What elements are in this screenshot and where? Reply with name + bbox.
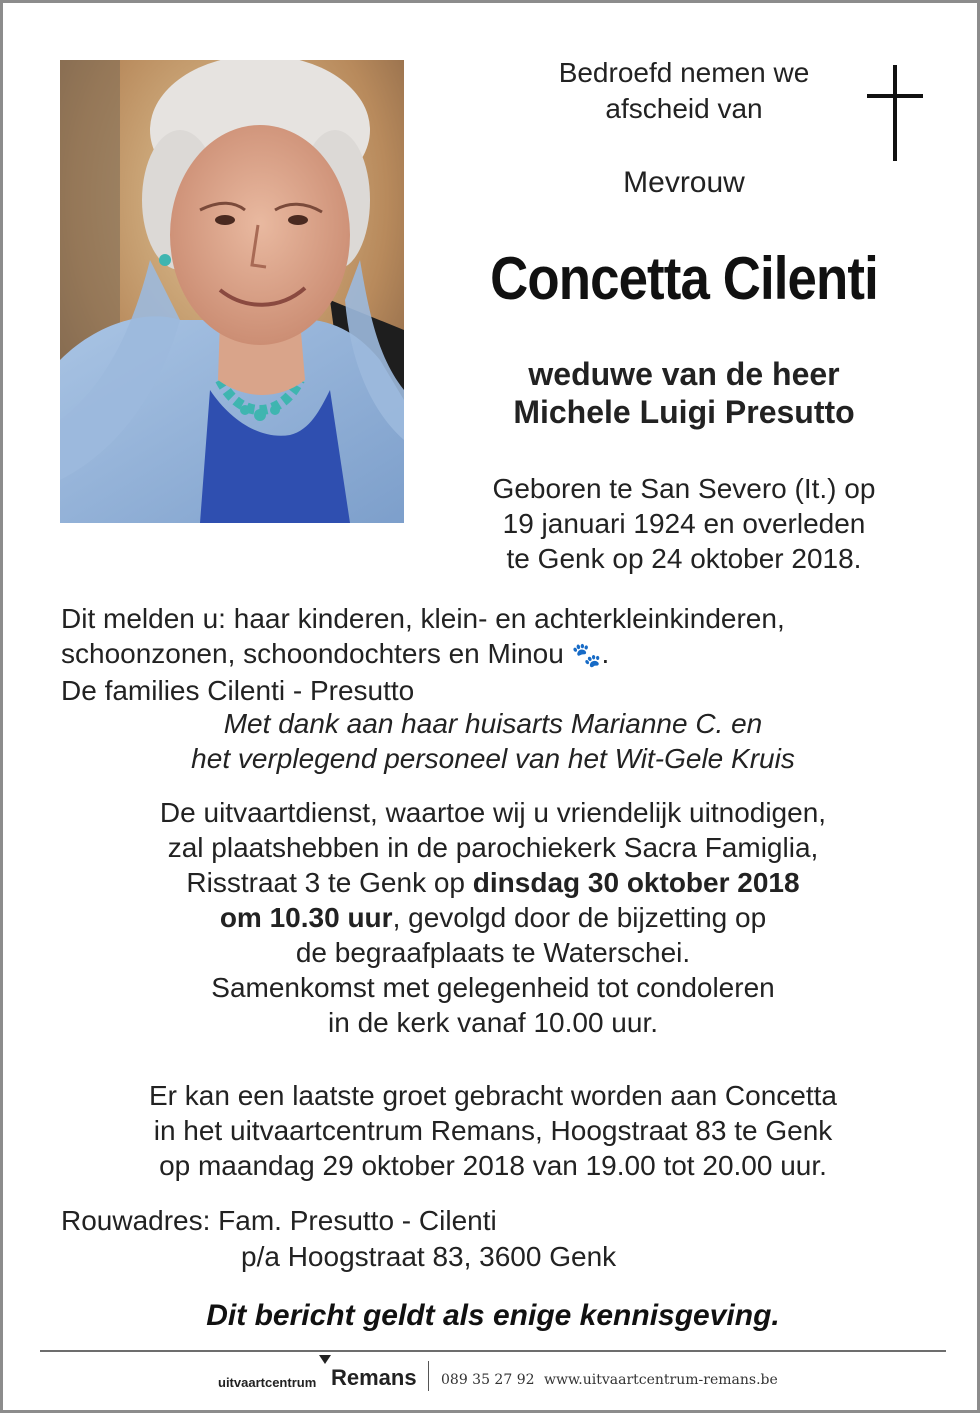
viewing-line-3: op maandag 29 oktober 2018 van 19.00 tot 20.00 uur. <box>159 1150 827 1181</box>
family-text <box>61 601 941 708</box>
born-line-2: 19 januari 1924 en overleden <box>502 508 866 539</box>
footer-separator <box>428 1361 429 1391</box>
brand-name: Remans <box>331 1365 417 1390</box>
viewing-line-2: in het uitvaartcentrum Remans, Hoogstraat 83 te Genk <box>153 1115 833 1146</box>
intro-line-2: afscheid van <box>605 93 763 124</box>
intro-line-1: Bedroefd nemen we <box>558 57 810 88</box>
footer-divider <box>40 1350 946 1352</box>
funeral-service-text <box>33 795 953 1040</box>
service-line-3-text: Risstraat 3 te Genk op <box>186 867 473 898</box>
service-line-5: de begraafplaats te Waterschei. <box>295 937 691 968</box>
service-line-4-text: , gevolgd door de bijzetting op <box>392 902 767 933</box>
widow-line-2: Michele Luigi Presutto <box>513 394 855 430</box>
title-mevrouw: Mevrouw <box>623 166 745 199</box>
service-time: om 10.30 uur <box>219 902 393 933</box>
born-line-3: te Genk op 24 oktober 2018. <box>506 543 862 574</box>
paw-icon: 🐾 <box>571 642 602 669</box>
born-line-1: Geboren te San Severo (It.) op <box>492 473 876 504</box>
thanks-line-2: het verplegend personeel van het Wit-Gele Kruis <box>191 743 795 774</box>
service-line-4 <box>33 900 953 935</box>
family-line-3: De families Cilenti - Presutto <box>61 675 415 706</box>
viewing-text <box>33 1078 953 1183</box>
viewing-line-1: Er kan een laatste groet gebracht worden aan Concetta <box>149 1080 837 1111</box>
portrait-photo <box>60 60 404 523</box>
service-line-3 <box>33 865 953 900</box>
widow-text <box>458 355 910 431</box>
service-line-7: in de kerk vanaf 10.00 uur. <box>328 1007 658 1038</box>
brand-prefix: uitvaartcentrum <box>218 1375 317 1390</box>
family-line-1: Dit melden u: haar kinderen, klein- en achterkleinkinderen, <box>61 603 785 634</box>
family-line-2-end: . <box>601 638 610 669</box>
service-date: dinsdag 30 oktober 2018 <box>472 867 800 898</box>
thanks-line-1: Met dank aan haar huisarts Marianne C. en <box>223 708 763 739</box>
family-line-2-text: schoonzonen, schoondochters en Minou <box>61 638 564 669</box>
birth-death-text <box>458 471 910 576</box>
mourning-address-line-1: Rouwadres: Fam. Presutto - Cilenti <box>61 1205 497 1236</box>
intro-text <box>468 55 900 127</box>
footer <box>3 1357 977 1397</box>
service-line-6: Samenkomst met gelegenheid tot condoleren <box>211 972 775 1003</box>
footer-website[interactable]: www.uitvaartcentrum-remans.be <box>544 1372 778 1388</box>
deceased-name: Concetta Cilenti <box>490 245 878 312</box>
service-line-2: zal plaatshebben in de parochiekerk Sacra Famiglia, <box>167 832 819 863</box>
brand-triangle-icon <box>319 1355 331 1364</box>
mourning-address-line-2: p/a Hoogstraat 83, 3600 Genk <box>241 1241 617 1272</box>
family-line-2 <box>61 636 941 673</box>
thanks-text <box>33 706 953 776</box>
cross-icon <box>867 65 923 161</box>
footer-phone: 089 35 27 92 <box>441 1372 535 1388</box>
notice-text: Dit bericht geldt als enige kennisgeving. <box>206 1299 780 1332</box>
widow-line-1: weduwe van de heer <box>528 356 840 392</box>
service-line-1: De uitvaartdienst, waartoe wij u vriendelijk uitnodigen, <box>159 797 827 828</box>
